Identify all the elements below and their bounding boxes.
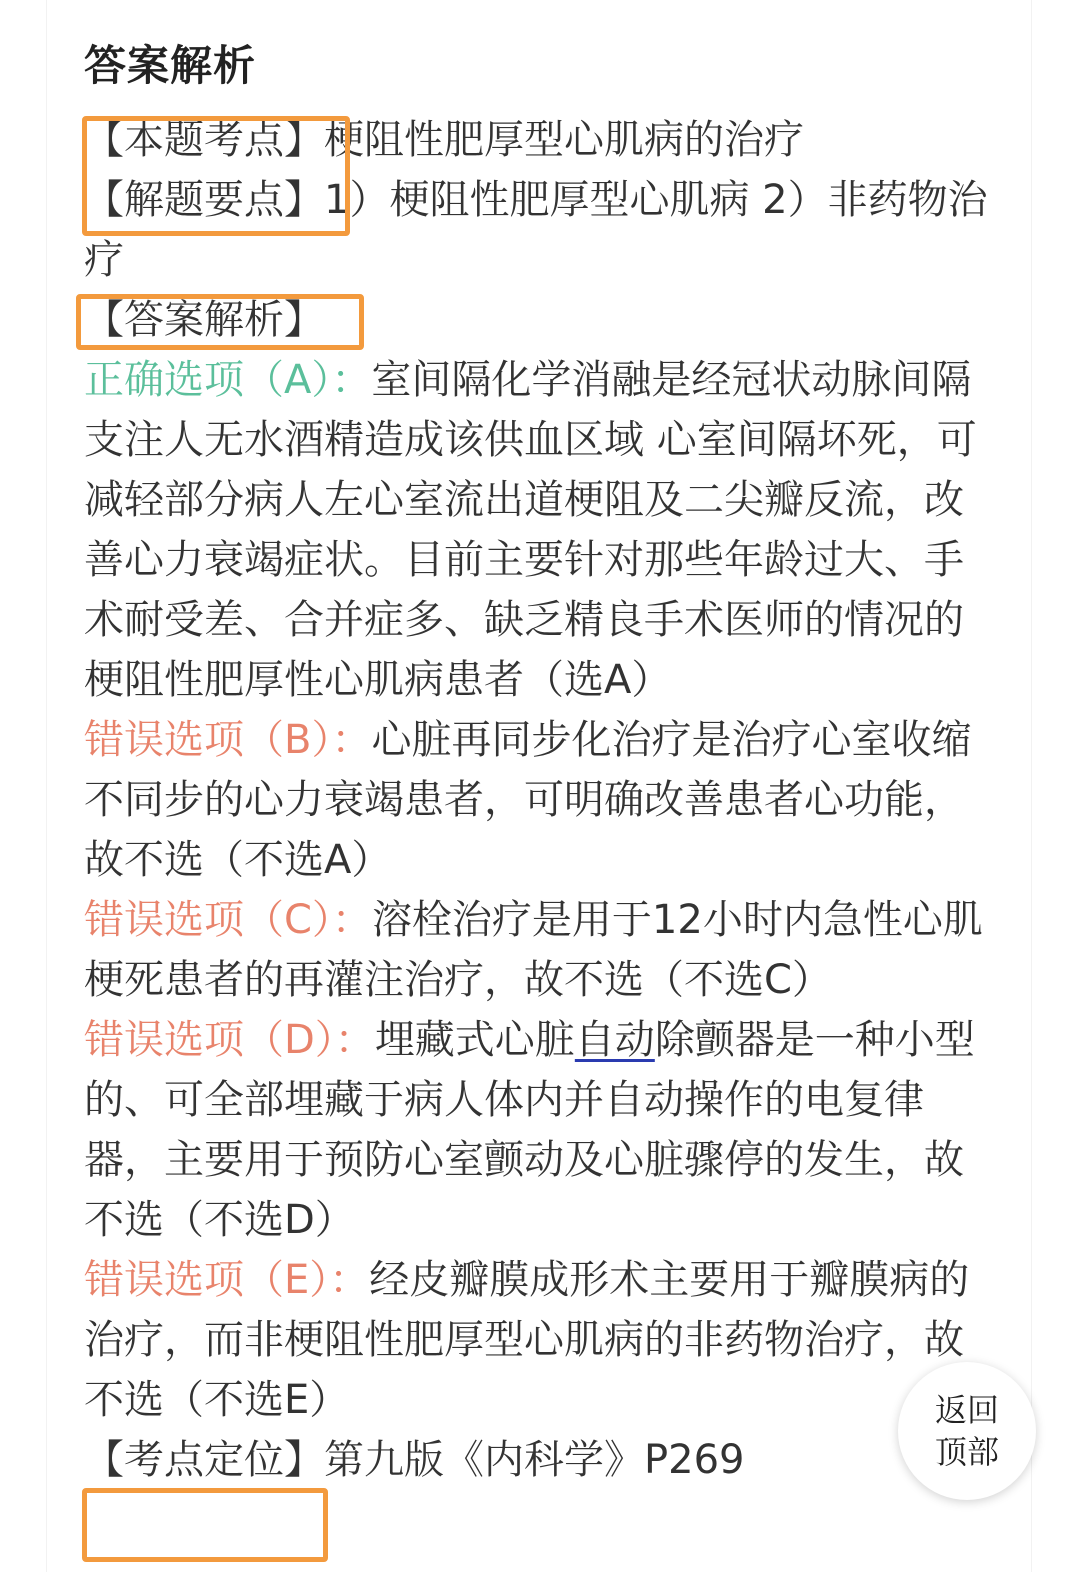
section-title: 答案解析 <box>84 41 257 90</box>
option-c-text: 溶栓治疗是用于12小时内急性心肌梗死患者的再灌注治疗，故不选（不选C） <box>84 897 983 1003</box>
option-a <box>84 350 994 710</box>
option-d-text-after: 除颤器是一种小型的、可全部埋藏于病人体内并自动操作的电复律器，主要用于预防心室颤动及心脏骤停的发生，故不选（不选D） <box>84 1017 975 1243</box>
exam-point-line <box>84 110 994 170</box>
back-to-top-line1: 返回 <box>934 1391 999 1429</box>
option-c <box>84 890 994 1010</box>
option-d-link[interactable]: 自动 <box>574 1017 655 1063</box>
option-b-label: 错误选项（B）： <box>84 717 372 763</box>
analysis-content <box>84 110 994 1490</box>
location-label: 【考点定位】 <box>84 1437 324 1483</box>
analysis-label: 【答案解析】 <box>84 297 324 343</box>
option-d <box>84 1010 994 1250</box>
back-to-top-line2: 顶部 <box>934 1433 999 1471</box>
exam-point-text: 梗阻性肥厚型心肌病的治疗 <box>324 117 804 163</box>
option-d-text-before: 埋藏式心脏 <box>374 1017 575 1063</box>
option-a-text: 室间隔化学消融是经冠状动脉间隔支注人无水酒精造成该供血区域 心室间隔坏死，可减轻部分病人左心室流出道梗阻及二尖瓣反流，改善心力衰竭症状。目前主要针对那些年龄过大、手术耐受差、合并症多、缺乏精良手术医师的情况的梗阻性肥厚性心肌病患者（选A） <box>84 357 977 703</box>
option-d-label: 错误选项（D）： <box>84 1017 375 1063</box>
exam-point-label: 【本题考点】 <box>84 117 324 163</box>
location-line <box>84 1430 994 1490</box>
option-e <box>84 1250 994 1430</box>
option-b <box>84 710 994 890</box>
option-e-label: 错误选项（E）： <box>84 1257 370 1303</box>
key-point-text: 1）梗阻性肥厚型心肌病 2）非药物治疗 <box>84 177 988 283</box>
option-b-text: 心脏再同步化治疗是治疗心室收缩不同步的心力衰竭患者，可明确改善患者心功能，故不选（不选A） <box>84 717 972 883</box>
option-a-label: 正确选项（A）： <box>84 357 372 403</box>
back-to-top-button[interactable] <box>898 1362 1036 1500</box>
analysis-label-line <box>84 290 994 350</box>
location-text: 第九版《内科学》P269 <box>324 1437 745 1483</box>
key-point-line <box>84 170 994 290</box>
option-e-text: 经皮瓣膜成形术主要用于瓣膜病的治疗，而非梗阻性肥厚型心肌病的非药物治疗，故不选（不选E） <box>84 1257 970 1423</box>
key-point-label: 【解题要点】 <box>84 177 324 223</box>
option-c-label: 错误选项（C）： <box>84 897 372 943</box>
